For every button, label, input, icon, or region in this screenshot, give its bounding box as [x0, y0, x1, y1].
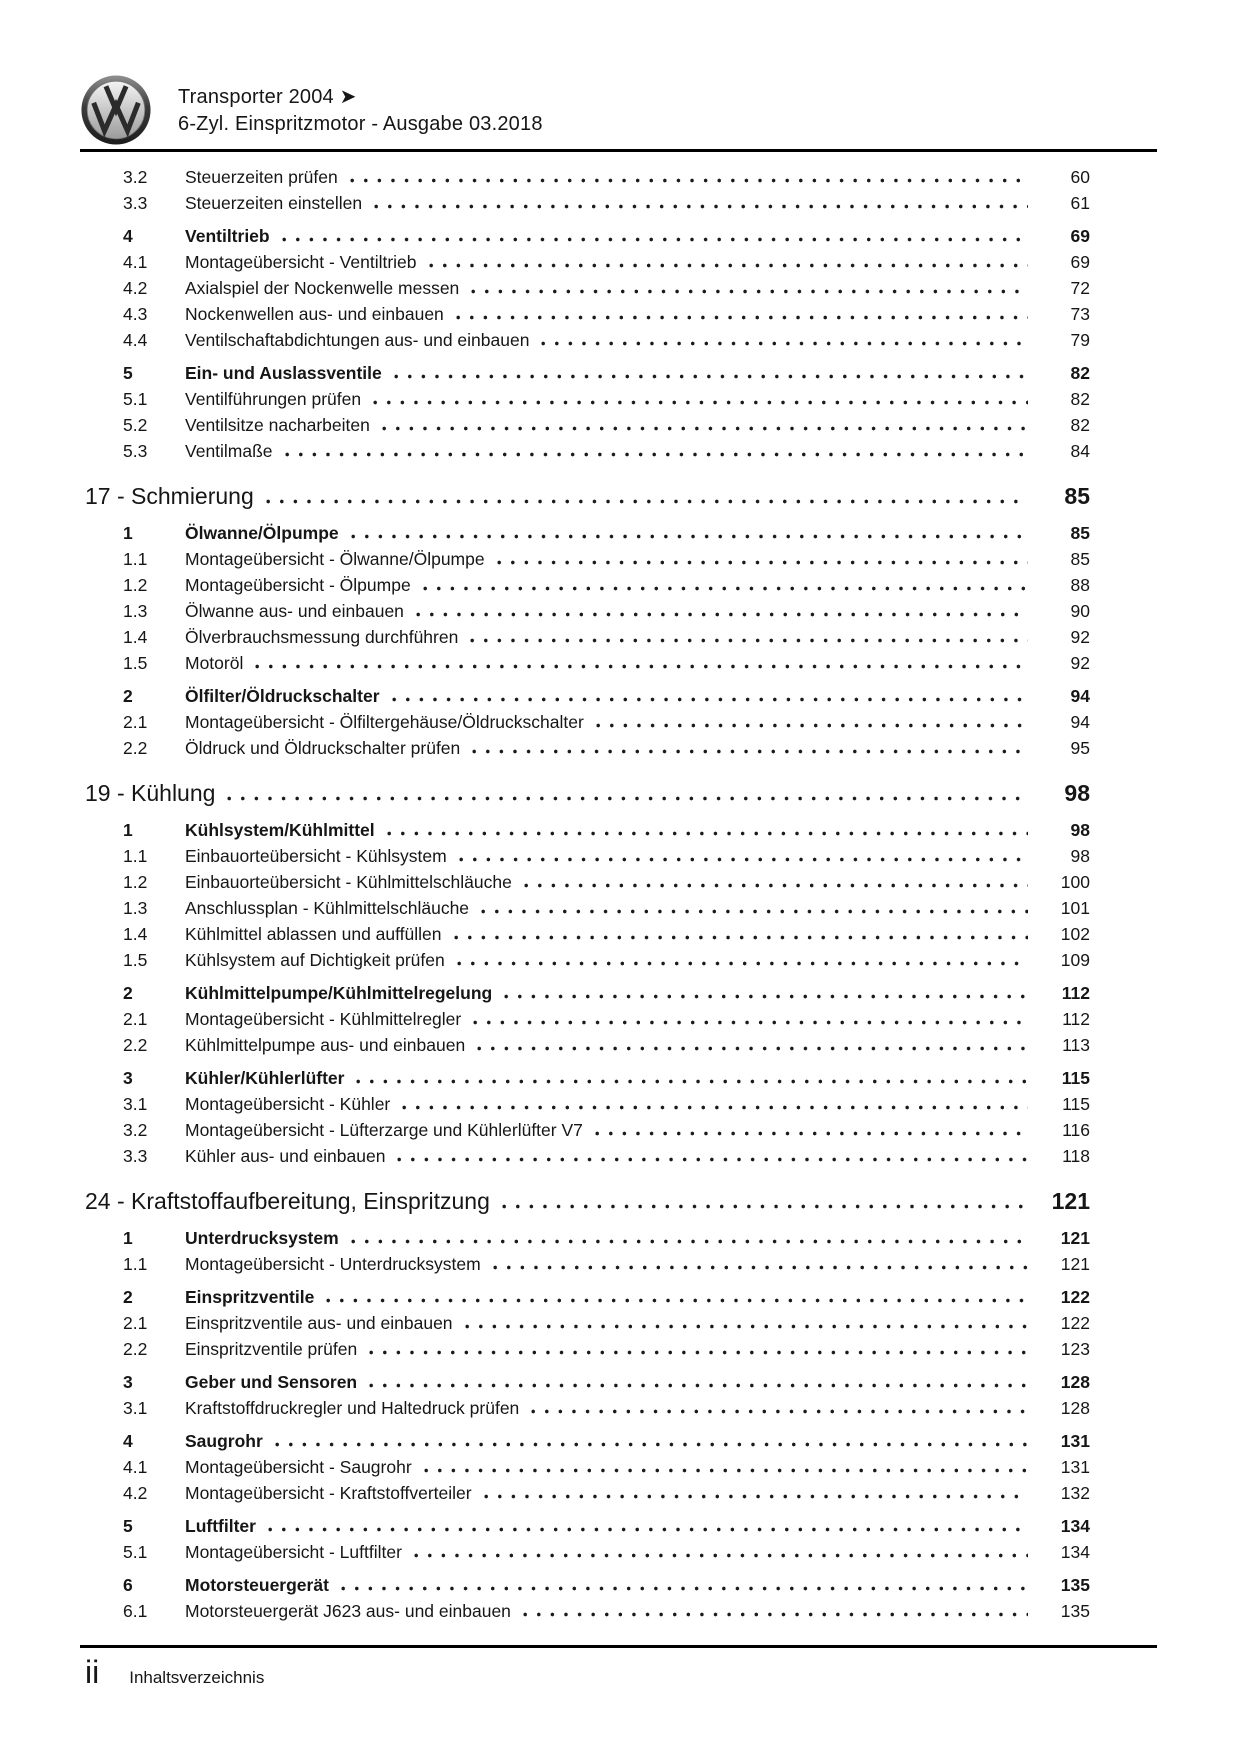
entry-number: 4.2: [123, 278, 148, 298]
entry-number: 3.1: [123, 1094, 148, 1114]
dotted-leader: [465, 1324, 1028, 1329]
entry-title: Steuerzeiten prüfen: [185, 167, 338, 187]
entry-page-number: 115: [1062, 1094, 1090, 1114]
entry-title: Ventilmaße: [185, 441, 273, 461]
toc-entry-row: [85, 817, 1090, 843]
entry-page-number: 94: [1070, 686, 1090, 706]
entry-title: Axialspiel der Nockenwelle messen: [185, 278, 460, 298]
dotted-leader: [471, 289, 1028, 294]
entry-title: Montageübersicht - Unterdrucksystem: [185, 1254, 481, 1274]
dotted-leader: [369, 1383, 1028, 1388]
toc-entry-row: [85, 223, 1090, 249]
dotted-leader: [275, 1442, 1028, 1447]
entry-page-number: 115: [1061, 1068, 1090, 1088]
toc-entry-row: [85, 624, 1090, 650]
dotted-leader: [470, 638, 1028, 643]
toc-entry-row: [85, 1428, 1090, 1454]
toc-entry-row: [85, 1336, 1090, 1362]
entry-page-number: 121: [1051, 1188, 1090, 1214]
entry-title: Ölwanne/Ölpumpe: [185, 523, 339, 543]
entry-number: 4.3: [123, 304, 148, 324]
dotted-leader: [502, 1204, 1024, 1209]
entry-title: Einbauorteübersicht - Kühlmittelschläuche: [185, 872, 512, 892]
entry-number: 3: [123, 1372, 133, 1392]
entry-title: Kühlsystem auf Dichtigkeit prüfen: [185, 950, 445, 970]
entry-page-number: 94: [1070, 712, 1090, 732]
entry-page-number: 98: [1064, 780, 1090, 806]
toc-entry-row: [85, 1310, 1090, 1336]
toc-chapter-row: [85, 479, 1090, 513]
toc-entry-row: [85, 1395, 1090, 1421]
entry-page-number: 128: [1060, 1398, 1090, 1418]
header-title-block: [178, 74, 543, 138]
dotted-leader: [484, 1494, 1028, 1499]
entry-number: 6: [123, 1575, 133, 1595]
entry-title: Kühlmittel ablassen und auffüllen: [185, 924, 442, 944]
entry-title: Einspritzventile aus- und einbauen: [185, 1313, 453, 1333]
entry-page-number: 82: [1070, 389, 1090, 409]
dotted-leader: [350, 178, 1028, 183]
entry-page-number: 92: [1070, 627, 1090, 647]
entry-page-number: 122: [1060, 1313, 1090, 1333]
entry-page-number: 128: [1060, 1372, 1090, 1392]
dotted-leader: [394, 374, 1028, 379]
dotted-leader: [504, 994, 1028, 999]
dotted-leader: [523, 1612, 1028, 1617]
entry-page-number: 85: [1064, 483, 1090, 509]
entry-page-number: 73: [1070, 304, 1090, 324]
entry-title: Geber und Sensoren: [185, 1372, 358, 1392]
toc-entry-row: [85, 1480, 1090, 1506]
entry-number: 3.1: [123, 1398, 148, 1418]
dotted-leader: [387, 831, 1028, 836]
entry-title: Luftfilter: [185, 1516, 256, 1536]
entry-page-number: 134: [1060, 1542, 1090, 1562]
entry-title: Montageübersicht - Ölwanne/Ölpumpe: [185, 549, 485, 569]
entry-page-number: 82: [1070, 415, 1090, 435]
dotted-leader: [459, 857, 1028, 862]
toc-entry-row: [85, 1006, 1090, 1032]
toc-entry-row: [85, 843, 1090, 869]
toc-entry-row: [85, 598, 1090, 624]
entry-page-number: 88: [1070, 575, 1090, 595]
toc-entry-row: [85, 360, 1090, 386]
entry-title: Einspritzventile prüfen: [185, 1339, 358, 1359]
dotted-leader: [282, 237, 1028, 242]
entry-page-number: 116: [1062, 1120, 1090, 1140]
entry-page-number: 95: [1070, 738, 1090, 758]
entry-number: 4: [123, 226, 133, 246]
entry-number: 4.4: [123, 330, 148, 350]
entry-title: Ventiltrieb: [185, 226, 270, 246]
entry-page-number: 85: [1070, 523, 1090, 543]
dotted-leader: [423, 586, 1028, 591]
entry-page-number: 135: [1060, 1601, 1090, 1621]
dotted-leader: [524, 883, 1028, 888]
entry-title: Montageübersicht - Ölfiltergehäuse/Öldruckschalter: [185, 712, 584, 732]
header-divider: [80, 149, 1157, 152]
toc-entry-row: [85, 190, 1090, 216]
entry-page-number: 82: [1070, 363, 1090, 383]
dotted-leader: [596, 723, 1028, 728]
entry-page-number: 131: [1060, 1457, 1090, 1477]
dotted-leader: [255, 664, 1028, 669]
entry-title: Motorsteuergerät J623 aus- und einbauen: [185, 1601, 511, 1621]
toc-entry-row: [85, 386, 1090, 412]
entry-page-number: 135: [1060, 1575, 1090, 1595]
toc-chapter-row: [85, 776, 1090, 810]
entry-number: 1.5: [123, 653, 148, 673]
entry-page-number: 122: [1060, 1287, 1090, 1307]
entry-title: Montageübersicht - Lüfterzarge und Kühlerlüfter V7: [185, 1120, 583, 1140]
dotted-leader: [541, 341, 1028, 346]
entry-number: 1.3: [123, 601, 148, 621]
page-header: [80, 74, 1157, 146]
entry-page-number: 90: [1070, 601, 1090, 621]
entry-page-number: 69: [1070, 252, 1090, 272]
entry-number: 5.2: [123, 415, 148, 435]
toc-entry-row: [85, 650, 1090, 676]
entry-number: 4.1: [123, 1457, 148, 1477]
entry-page-number: 61: [1070, 193, 1090, 213]
dotted-leader: [416, 612, 1028, 617]
entry-title: Montageübersicht - Kraftstoffverteiler: [185, 1483, 472, 1503]
dotted-leader: [341, 1586, 1028, 1591]
toc-chapter-label: 24 - Kraftstoffaufbereitung, Einspritzung: [85, 1188, 490, 1214]
dotted-leader: [481, 909, 1028, 914]
toc-entry-row: [85, 709, 1090, 735]
dotted-leader: [531, 1409, 1028, 1414]
entry-title: Kühler/Kühlerlüfter: [185, 1068, 345, 1088]
toc-entry-row: [85, 947, 1090, 973]
entry-number: 6.1: [123, 1601, 148, 1621]
toc-entry-row: [85, 412, 1090, 438]
toc-entry-row: [85, 249, 1090, 275]
page-footer: [85, 1652, 264, 1692]
entry-title: Montageübersicht - Saugrohr: [185, 1457, 412, 1477]
toc-chapter-label: 17 - Schmierung: [85, 483, 254, 509]
dotted-leader: [382, 426, 1028, 431]
dotted-leader: [493, 1265, 1028, 1270]
entry-page-number: 112: [1061, 983, 1090, 1003]
entry-page-number: 131: [1060, 1431, 1090, 1451]
toc-entry-row: [85, 1572, 1090, 1598]
entry-page-number: 85: [1070, 549, 1090, 569]
entry-page-number: 112: [1062, 1009, 1090, 1029]
entry-number: 1.5: [123, 950, 148, 970]
entry-title: Montageübersicht - Kühler: [185, 1094, 391, 1114]
footer-label: Inhaltsverzeichnis: [129, 1668, 265, 1687]
dotted-leader: [456, 315, 1028, 320]
entry-number: 5: [123, 1516, 133, 1536]
toc-entry-row: [85, 546, 1090, 572]
entry-title: Anschlussplan - Kühlmittelschläuche: [185, 898, 470, 918]
entry-number: 1.3: [123, 898, 148, 918]
toc-entry-row: [85, 683, 1090, 709]
entry-title: Ölwanne aus- und einbauen: [185, 601, 404, 621]
entry-title: Kühler aus- und einbauen: [185, 1146, 386, 1166]
entry-title: Montageübersicht - Ölpumpe: [185, 575, 411, 595]
entry-title: Montageübersicht - Kühlmittelregler: [185, 1009, 462, 1029]
footer-page-number: ii: [85, 1654, 100, 1690]
dotted-leader: [351, 1239, 1028, 1244]
entry-page-number: 118: [1062, 1146, 1090, 1166]
header-model-title: Transporter 2004 ➤: [178, 86, 357, 108]
entry-page-number: 72: [1070, 278, 1090, 298]
entry-title: Kühlsystem/Kühlmittel: [185, 820, 375, 840]
entry-title: Ölfilter/Öldruckschalter: [185, 686, 380, 706]
entry-title: Motoröl: [185, 653, 244, 673]
entry-number: 2: [123, 1287, 133, 1307]
entry-number: 1.1: [123, 549, 148, 569]
dotted-leader: [326, 1298, 1028, 1303]
entry-title: Ölverbrauchsmessung durchführen: [185, 627, 459, 647]
toc-entry-row: [85, 1032, 1090, 1058]
entry-number: 1.4: [123, 627, 148, 647]
entry-number: 1.1: [123, 1254, 148, 1274]
entry-title: Kraftstoffdruckregler und Haltedruck prüfen: [185, 1398, 520, 1418]
dotted-leader: [454, 935, 1028, 940]
entry-page-number: 98: [1070, 820, 1090, 840]
entry-number: 4.1: [123, 252, 148, 272]
dotted-leader: [351, 534, 1028, 539]
dotted-leader: [595, 1131, 1028, 1136]
dotted-leader: [472, 749, 1028, 754]
entry-page-number: 132: [1060, 1483, 1090, 1503]
dotted-leader: [356, 1079, 1028, 1084]
dotted-leader: [414, 1553, 1028, 1558]
toc-entry-row: [85, 327, 1090, 353]
entry-title: Ventilführungen prüfen: [185, 389, 362, 409]
toc-entry-row: [85, 1251, 1090, 1277]
entry-number: 4: [123, 1431, 133, 1451]
entry-number: 3.3: [123, 193, 148, 213]
entry-page-number: 98: [1070, 846, 1090, 866]
vw-logo-icon: [80, 74, 152, 146]
entry-title: Saugrohr: [185, 1431, 263, 1451]
toc-entry-row: [85, 1454, 1090, 1480]
entry-number: 1.2: [123, 575, 148, 595]
toc-chapter-label: 19 - Kühlung: [85, 780, 216, 806]
dotted-leader: [369, 1350, 1028, 1355]
entry-number: 1: [123, 820, 133, 840]
toc-entry-row: [85, 1117, 1090, 1143]
entry-number: 5.3: [123, 441, 148, 461]
dotted-leader: [268, 1527, 1028, 1532]
toc-entry-row: [85, 438, 1090, 464]
entry-page-number: 123: [1060, 1339, 1090, 1359]
entry-number: 3.2: [123, 167, 148, 187]
toc-entry-row: [85, 1065, 1090, 1091]
entry-number: 3.2: [123, 1120, 148, 1140]
entry-number: 3: [123, 1068, 133, 1088]
entry-number: 3.3: [123, 1146, 148, 1166]
dotted-leader: [374, 204, 1028, 209]
entry-number: 2: [123, 983, 133, 1003]
entry-page-number: 134: [1060, 1516, 1090, 1536]
entry-page-number: 92: [1070, 653, 1090, 673]
entry-title: Einspritzventile: [185, 1287, 315, 1307]
toc-entry-row: [85, 275, 1090, 301]
dotted-leader: [373, 400, 1028, 405]
entry-page-number: 121: [1060, 1254, 1090, 1274]
toc-entry-row: [85, 921, 1090, 947]
entry-page-number: 121: [1060, 1228, 1090, 1248]
entry-title: Unterdrucksystem: [185, 1228, 339, 1248]
entry-title: Kühlmittelpumpe/Kühlmittelregelung: [185, 983, 493, 1003]
entry-page-number: 109: [1060, 950, 1090, 970]
entry-number: 1.4: [123, 924, 148, 944]
entry-number: 5.1: [123, 389, 148, 409]
entry-title: Einbauorteübersicht - Kühlsystem: [185, 846, 447, 866]
entry-page-number: 101: [1060, 898, 1090, 918]
toc-entry-row: [85, 895, 1090, 921]
toc-chapter-row: [85, 1184, 1090, 1218]
entry-page-number: 79: [1070, 330, 1090, 350]
entry-title: Kühlmittelpumpe aus- und einbauen: [185, 1035, 466, 1055]
header-subtitle: 6-Zyl. Einspritzmotor - Ausgabe 03.2018: [178, 113, 543, 135]
dotted-leader: [392, 697, 1028, 702]
toc-entry-row: [85, 1143, 1090, 1169]
toc-entry-row: [85, 301, 1090, 327]
entry-title: Montageübersicht - Ventiltrieb: [185, 252, 417, 272]
entry-number: 1: [123, 1228, 133, 1248]
toc-entry-row: [85, 1225, 1090, 1251]
entry-number: 5: [123, 363, 133, 383]
toc-entry-row: [85, 1284, 1090, 1310]
toc-entry-row: [85, 869, 1090, 895]
entry-page-number: 113: [1062, 1035, 1090, 1055]
toc-entry-row: [85, 980, 1090, 1006]
entry-title: Ventilsitze nacharbeiten: [185, 415, 370, 435]
entry-title: Steuerzeiten einstellen: [185, 193, 363, 213]
entry-number: 2: [123, 686, 133, 706]
dotted-leader: [397, 1157, 1028, 1162]
toc-entry-row: [85, 1598, 1090, 1624]
entry-title: Öldruck und Öldruckschalter prüfen: [185, 738, 461, 758]
entry-title: Montageübersicht - Luftfilter: [185, 1542, 402, 1562]
dotted-leader: [473, 1020, 1028, 1025]
dotted-leader: [227, 796, 1024, 801]
entry-title: Motorsteuergerät: [185, 1575, 329, 1595]
entry-number: 2.1: [123, 712, 148, 732]
toc-entry-row: [85, 572, 1090, 598]
dotted-leader: [266, 499, 1024, 504]
entry-number: 2.1: [123, 1313, 148, 1333]
entry-number: 1: [123, 523, 133, 543]
entry-title: Nockenwellen aus- und einbauen: [185, 304, 444, 324]
entry-number: 2.1: [123, 1009, 148, 1029]
dotted-leader: [285, 452, 1028, 457]
toc-entry-row: [85, 1539, 1090, 1565]
entry-title: Ein- und Auslassventile: [185, 363, 382, 383]
toc-entry-row: [85, 735, 1090, 761]
dotted-leader: [429, 263, 1028, 268]
entry-number: 5.1: [123, 1542, 148, 1562]
toc-entry-row: [85, 1369, 1090, 1395]
entry-number: 2.2: [123, 1035, 148, 1055]
entry-page-number: 100: [1060, 872, 1090, 892]
entry-page-number: 60: [1070, 167, 1090, 187]
entry-page-number: 69: [1070, 226, 1090, 246]
toc-entry-row: [85, 1091, 1090, 1117]
toc-entry-row: [85, 1513, 1090, 1539]
toc-entry-row: [85, 164, 1090, 190]
entry-page-number: 102: [1060, 924, 1090, 944]
entry-number: 1.2: [123, 872, 148, 892]
toc-entry-row: [85, 520, 1090, 546]
entry-page-number: 84: [1070, 441, 1090, 461]
entry-number: 2.2: [123, 738, 148, 758]
entry-title: Ventilschaftabdichtungen aus- und einbauen: [185, 330, 530, 350]
entry-number: 1.1: [123, 846, 148, 866]
footer-divider: [80, 1645, 1157, 1648]
dotted-leader: [477, 1046, 1028, 1051]
dotted-leader: [497, 560, 1028, 565]
entry-number: 4.2: [123, 1483, 148, 1503]
toc: [85, 164, 1090, 1624]
entry-number: 2.2: [123, 1339, 148, 1359]
dotted-leader: [457, 961, 1028, 966]
dotted-leader: [424, 1468, 1028, 1473]
dotted-leader: [402, 1105, 1028, 1110]
